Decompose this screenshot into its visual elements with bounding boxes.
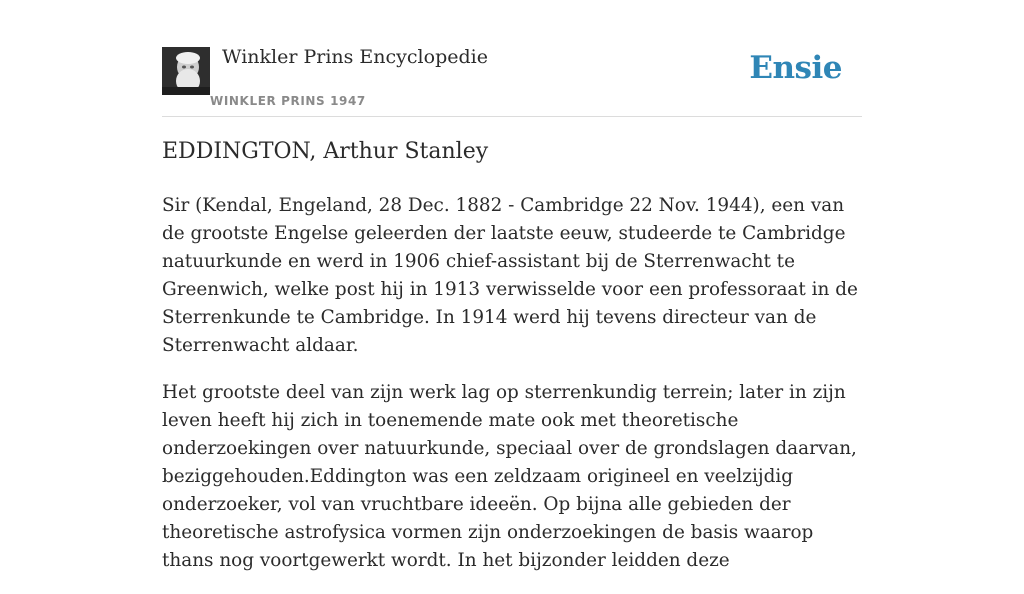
- ensie-logo[interactable]: Ensie: [749, 50, 842, 86]
- article-body: [162, 192, 862, 594]
- source-label: WINKLER PRINS 1947: [210, 94, 366, 108]
- article-title: EDDINGTON, Arthur Stanley: [162, 139, 489, 164]
- article-paragraph-1: Sir (Kendal, Engeland, 28 Dec. 1882 - Cambridge 22 Nov. 1944), een van de grootste Engelse geleerden der laatste eeuw, studeerde te Cambridge natuurkunde en werd in 1906 chief-assistant bij de Sterrenwacht te Greenwich, welke post hij in 1913 verwisselde voor een professoraat in de Sterrenkunde te Cambridge. In 1914 werd hij tevens directeur van de Sterrenwacht aldaar.: [162, 195, 858, 356]
- site-name[interactable]: Winkler Prins Encyclopedie: [222, 46, 488, 68]
- article-paragraph-2: Het grootste deel van zijn werk lag op sterrenkundig terrein; later in zijn leven heeft hij zich in toenemende mate ook met theoretische onderzoekingen over natuurkunde, speciaal over de grondslagen daarvan, beziggehouden.Eddington was een zeldzaam origineel en veelzijdig onderzoeker, vol van vruchtbare ideeën. Op bijna alle gebieden der theoretische astrofysica vormen zijn onderzoekingen de basis waarop thans nog voortgewerkt wordt. In het bijzonder leidden deze: [162, 382, 857, 571]
- site-header: [162, 0, 862, 117]
- portrait-svg: [162, 47, 210, 95]
- page: [162, 0, 862, 571]
- portrait-avatar-icon[interactable]: [162, 47, 210, 95]
